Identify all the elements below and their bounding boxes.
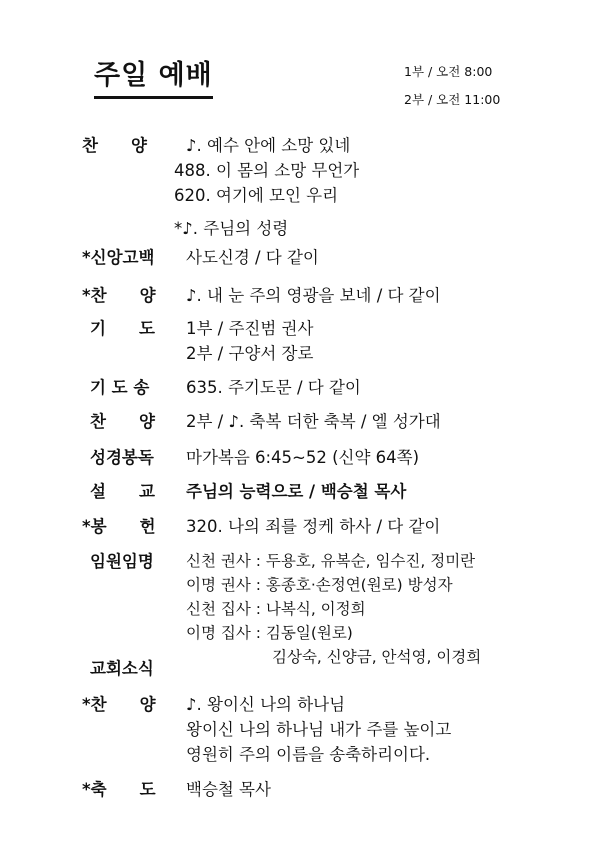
order-label: 성경봉독 (90, 448, 154, 467)
order-label: 임원임명 (90, 552, 154, 571)
order-label: 찬 양 (90, 412, 155, 431)
order-content (186, 777, 271, 802)
order-line: 신천 권사 : 두용호, 유복순, 임수진, 정미란 (186, 552, 476, 570)
order-content (186, 445, 419, 470)
order-label: *봉 헌 (82, 517, 156, 536)
order-line: 백승철 목사 (186, 780, 271, 799)
order-line: 620. 여기에 모인 우리 (174, 186, 339, 205)
order-line: 마가복음 6:45~52 (신약 64쪽) (186, 448, 420, 467)
order-content (186, 692, 451, 767)
order-line: 2부 / ♪. 축복 더한 축복 / 엘 성가대 (186, 412, 441, 431)
service-time-2: 2부 / 오전 11:00 (404, 92, 501, 107)
order-line: 이명 집사 : 김동일(원로) (186, 624, 353, 642)
order-line: 635. 주기도문 / 다 같이 (186, 378, 361, 397)
order-label: 설 교 (90, 482, 155, 501)
order-line: 신천 집사 : 나복식, 이정희 (186, 600, 366, 618)
order-content (186, 479, 406, 504)
order-line: *♪. 주님의 성령 (174, 219, 289, 238)
order-label: *찬 양 (82, 286, 156, 305)
order-label: *찬 양 (82, 695, 156, 714)
order-line: 2부 / 구양서 장로 (186, 344, 314, 363)
order-line: 320. 나의 죄를 정케 하사 / 다 같이 (186, 517, 441, 536)
order-line: ♪. 예수 안에 소망 있네 (186, 136, 351, 155)
order-content (186, 409, 441, 434)
order-line: 이명 권사 : 홍종호·손정연(원로) 방성자 (186, 576, 453, 594)
service-time-1: 1부 / 오전 8:00 (404, 64, 493, 79)
order-line: 사도신경 / 다 같이 (186, 248, 319, 267)
service-times (404, 58, 500, 114)
order-line: 주님의 능력으로 / 백승철 목사 (186, 482, 407, 501)
order-line: 488. 이 몸의 소망 무언가 (174, 161, 360, 180)
order-label: *축 도 (82, 780, 156, 799)
order-content (186, 549, 481, 669)
order-line: ♪. 내 눈 주의 영광을 보네 / 다 같이 (186, 286, 441, 305)
order-content (186, 375, 361, 400)
order-line: 영원히 주의 이름을 송축하리이다. (186, 745, 431, 764)
order-line: 1부 / 주진범 권사 (186, 319, 314, 338)
order-label: 찬 양 (82, 136, 147, 155)
order-line: ♪. 왕이신 나의 하나님 (186, 695, 346, 714)
order-label: *신앙고백 (82, 248, 155, 267)
order-line: 왕이신 나의 하나님 내가 주를 높이고 (186, 720, 452, 739)
order-label: 교회소식 (90, 659, 154, 678)
order-line: 김상숙, 신양금, 안석영, 이경희 (272, 648, 482, 666)
order-content (174, 133, 360, 241)
order-content (186, 316, 313, 366)
order-content (186, 283, 441, 308)
page-title: 주일 예배 (94, 58, 213, 99)
order-content (186, 245, 319, 270)
order-label: 기 도 송 (90, 378, 150, 397)
order-label: 기 도 (90, 319, 155, 338)
order-content (186, 514, 440, 539)
